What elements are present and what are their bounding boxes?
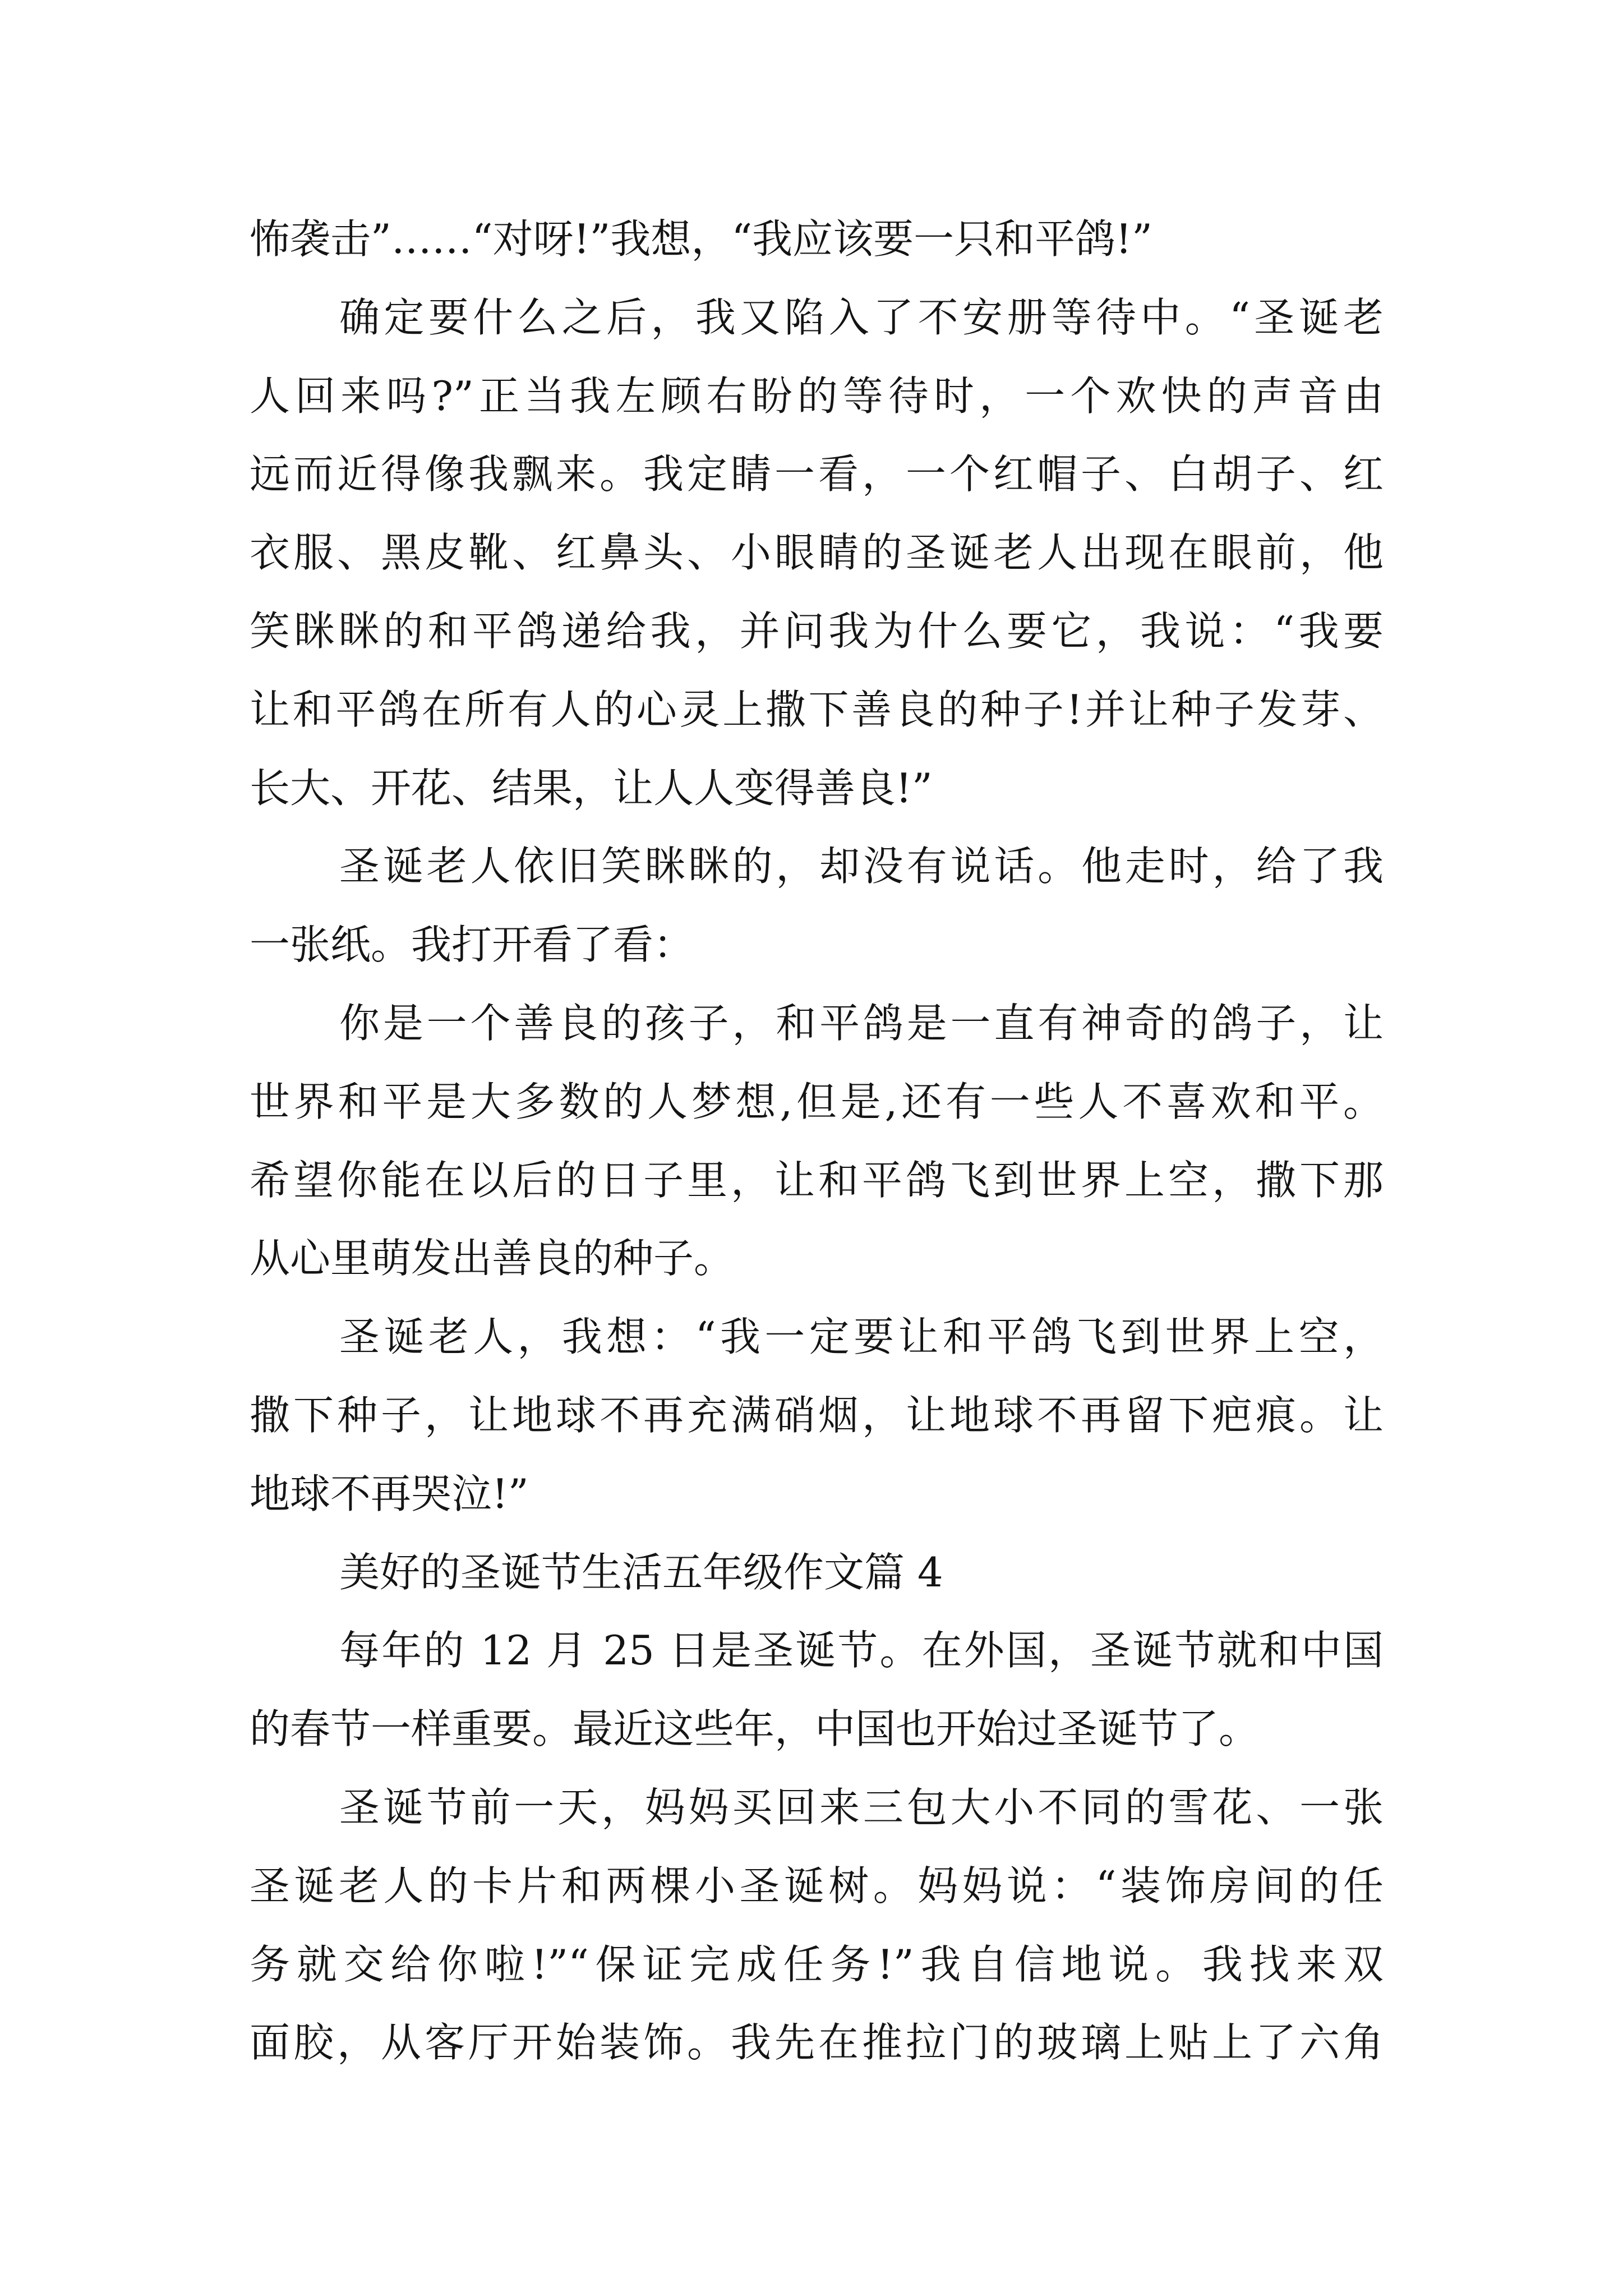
text-line: 一张纸。我打开看了看： <box>250 921 694 969</box>
text-line: 圣诞节前一天，妈妈买回来三包大小不同的雪花、一张 <box>339 1783 1384 1831</box>
text-line: 的春节一样重要。最近这些年，中国也开始过圣诞节了。 <box>250 1705 1260 1753</box>
text-line: 让和平鸽在所有人的心灵上撒下善良的种子!并让种子发芽、 <box>250 685 1384 733</box>
section-heading: 美好的圣诞节生活五年级作文篇 4 <box>339 1548 943 1596</box>
text-line: 你是一个善良的孩子，和平鸽是一直有神奇的鸽子，让 <box>339 999 1384 1047</box>
text-line: 圣诞老人的卡片和两棵小圣诞树。妈妈说：“装饰房间的任 <box>250 1862 1384 1910</box>
paragraph <box>250 1612 1384 1769</box>
text-line: 怖袭击”……“对呀!”我想，“我应该要一只和平鸽!” <box>250 215 1152 263</box>
text-line: 地球不再哭泣!” <box>250 1470 529 1517</box>
paragraph <box>250 1769 1384 2082</box>
text-line: 确定要什么之后，我又陷入了不安册等待中。“圣诞老 <box>339 293 1384 341</box>
paragraph <box>250 984 1384 1298</box>
text-line: 人回来吗?”正当我左顾右盼的等待时，一个欢快的声音由 <box>250 372 1384 420</box>
text-line: 每年的 12 月 25 日是圣诞节。在外国，圣诞节就和中国 <box>339 1627 1384 1674</box>
text-line: 面胶，从客厅开始装饰。我先在推拉门的玻璃上贴上了六角 <box>250 2019 1384 2067</box>
text-line: 希望你能在以后的日子里，让和平鸽飞到世界上空，撒下那 <box>250 1156 1384 1204</box>
text-line: 撒下种子，让地球不再充满硝烟，让地球不再留下疤痕。让 <box>250 1391 1384 1439</box>
text-line: 圣诞老人依旧笑眯眯的，却没有说话。他走时，给了我 <box>339 843 1384 890</box>
paragraph <box>250 1298 1384 1533</box>
text-line: 长大、开花、结果，让人人变得善良!” <box>250 764 933 812</box>
text-line: 远而近得像我飘来。我定睛一看，一个红帽子、白胡子、红 <box>250 450 1384 498</box>
text-line: 世界和平是大多数的人梦想,但是,还有一些人不喜欢和平。 <box>250 1078 1384 1125</box>
text-line: 衣服、黑皮靴、红鼻头、小眼睛的圣诞老人出现在眼前，他 <box>250 529 1384 577</box>
text-line: 从心里萌发出善良的种子。 <box>250 1235 735 1282</box>
text-line: 务就交给你啦!”“保证完成任务!”我自信地说。我找来双 <box>250 1940 1384 1988</box>
document-body <box>250 200 1384 2082</box>
paragraph <box>250 1534 1384 1612</box>
paragraph <box>250 200 1384 279</box>
paragraph <box>250 827 1384 984</box>
text-line: 圣诞老人，我想：“我一定要让和平鸽飞到世界上空， <box>339 1313 1384 1361</box>
text-line: 笑眯眯的和平鸽递给我，并问我为什么要它，我说：“我要 <box>250 607 1384 655</box>
paragraph <box>250 279 1384 828</box>
